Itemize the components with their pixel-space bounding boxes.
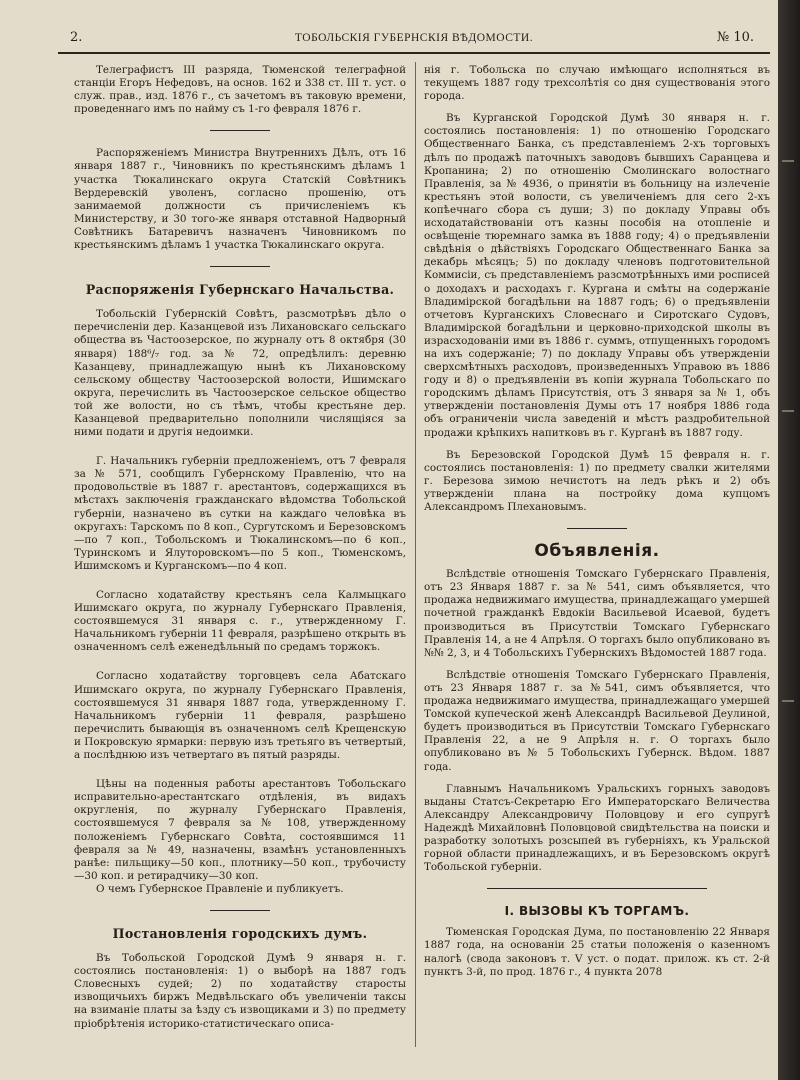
binding-edge: [778, 0, 800, 1080]
separator: [210, 130, 270, 131]
spacer: [424, 440, 770, 449]
section-heading-governor-orders: Распоряженія Губернскаго Начальства.: [85, 282, 395, 298]
right-column: [424, 64, 770, 979]
spacer: [74, 439, 406, 455]
section-heading-city-dumas: Постановленія городскихъ думъ.: [112, 925, 368, 941]
paragraph-publication-note: О чемъ Губернское Правленіе и публикуетъ.: [96, 882, 344, 895]
paragraph-berezov-duma: Въ Березовской Городской Думѣ 15 февраля н. г. состоялись постановленія: 1) по предмету свалки жителями г. Березова зимою нечистотъ на ледъ рѣкъ и 2) объ утвержденіи плана на постройку дома купцомъ Александромъ Плехановымъ.: [424, 448, 770, 513]
paragraph-continuation: нія г. Тобольска по случаю имѣющаго исполняться въ текущемъ 1887 году трехсолѣтія со дня существованія этого города.: [424, 64, 770, 103]
paragraph-tyumen-duma: Тюменская Городская Дума, по постановленію 22 Января 1887 года, на основаніи 25 статьи положенія о казенномъ налогѣ (свода законовъ т. V уст. о подат. прилож. къ ст. 2-й пунктъ 3-й, по прод. 1876 г., 4 пункта 2078: [424, 926, 770, 978]
paragraph-deulina-sale: Вслѣдствіе отношенія Томскаго Губернскаго Правленія, отъ 23 Января 1887 г. за №541, симъ объявляется, что продажа недвижимаго имущества, принадлежащаго умершей Томской купеческой женѣ Александрѣ Васильевой Деулиной, будетъ производиться въ Присутствіи Томскаго Губернскаго Правленія 22, а не 9 Апрѣля н. г. О торгахъ было опубликовано въ № 5 Тобольскихъ Губернск. Вѣдом. 1887 года.: [424, 668, 770, 773]
paragraph-kazantseva: Тобольскій Губернскій Совѣтъ, разсмотрѣвъ дѣло о перечисленіи дер. Казанцевой изъ Лихановскаго сельскаго общества въ Частоозерское, по журналу отъ 8 октября (30 января) 188⁶/₇ год. за № 72, опредѣлилъ: деревню Казанцеву, принадлежащую нынѣ къ Лихановскому сельскому обществу Частоозерской волости, Ишимскаго округа, перечислить въ Частоозерское сельское общество той же волости, но съ тѣмъ, чтобы крестьяне дер. Казанцевой предварительно пополнили числящіяся за ними подати и другія недоимки.: [74, 308, 406, 439]
paragraph-ministry-order: Распоряженіемъ Министра Внутреннихъ Дѣлъ, отъ 16 января 1887 г., Чиновникъ по крестьянскимъ дѣламъ 1 участка Тюкалинскаго округа Статскій Совѣтникъ Вердеревскій уволенъ, согласно прошенію, отъ занимаемой должности съ причисленіемъ къ Министерству, и 30 того-же января отставной Надворный Совѣтникъ Батаревичъ назначенъ Чиновникомъ по крестьянскимъ дѣламъ 1 участка Тюкалинскаго округа.: [74, 147, 406, 252]
newspaper-title: ТОБОЛЬСКІЯ ГУБЕРНСКІЯ ВѢДОМОСТИ.: [294, 32, 534, 44]
paragraph-kurgan-duma: Въ Курганской Городской Думѣ 30 января н. г. состоялись постановленія: 1) по отношенію Городскаго Общественнаго Банка, съ представленіемъ 2-хъ торговыхъ дѣлъ по продажѣ паточныхъ заводовъ бывшихъ Саранцева и Кропанина; 2) по отношенію Смолинскаго волостнаго Правленія, за № 4936, о принятіи въ больницу на излеченіе крестьянъ этой волости, съ увеличеніемъ для сего 2-хъ копѣечнаго сбора съ души; 3) по докладу Управы объ исходатайствованіи отъ казны пособія на отопленіе и освѣщеніе тюремнаго замка въ 1888 году; 4) о предъявленіи свѣдѣнія о дѣйствіяхъ Городскаго Общественнаго Банка за декабрь мѣсяцъ; 5) по докладу членовъ подготовительной Коммисіи, съ представленіемъ разсмотрѣнныхъ ими росписей о доходахъ и расходахъ г. Кургана и смѣты на содержаніе Владимірской богадѣльни на 1887 годъ; 6) о предъявленіи отчетовъ Курганскихъ Словеснаго и Сиротскаго Судовъ, Владимірской богадѣльни и церковно-приходской школы въ израсходованіи ими въ 1886 г. суммъ, отпущенныхъ городомъ на ихъ содержаніе; 7) по докладу Управы объ утвержденіи сверхсмѣтныхъ расходовъ, произведенныхъ Управою въ 1886 году и 8) о предъявленіи въ копіи журнала Тобольскаго по городскимъ дѣламъ Присутствія, отъ 3 января за № 1, объ утвержденіи постановленія Думы отъ 17 ноября 1886 года объ ограниченіи числа заведеній и мѣстъ раздробительной продажи крѣпкихъ напитковъ въ г. Курганѣ въ 1887 году.: [424, 112, 770, 439]
paragraph-tobolsk-duma: Въ Тобольской Городской Думѣ 9 января н. г. состоялись постановленія: 1) о выборѣ на 1887 годъ Словесныхъ судей; 2) по ходатайству старосты извощичьихъ биржъ Медвѣльскаго объ увеличеніи таксы на взиманіе платы за ѣзду съ извощиками и 3) по предмету пріобрѣтенія историко-статистическаго описа-: [74, 952, 406, 1030]
paragraph-gold-mining: Главнымъ Начальникомъ Уральскихъ горныхъ заводовъ выданы Статсъ-Секретарю Его Императорскаго Величества Александру Александровичу Половцову и его супругѣ Надеждѣ Михайловнѣ Половцовой свидѣтельства на поиски и разработку золотыхъ розсыпей въ губерніяхъ, къ Уральской горной области принадлежащихъ, и въ Березовскомъ округѣ Тобольской губерніи.: [424, 782, 770, 874]
left-column: [74, 64, 406, 1031]
subheading-auctions: I. ВЫЗОВЫ КЪ ТОРГАМЪ.: [504, 904, 690, 919]
spacer: [424, 774, 770, 783]
page-header: [58, 30, 770, 50]
spacer: [74, 654, 406, 670]
separator: [487, 888, 707, 889]
header-rule: [58, 52, 770, 54]
edge-mark: [782, 160, 794, 162]
issue-number: № 10.: [716, 30, 754, 45]
page-number: 2.: [70, 30, 83, 45]
separator: [210, 910, 270, 911]
paragraph-isaeva-sale: Вслѣдствіе отношенія Томскаго Губернскаго Правленія, отъ 23 Января 1887 г. за № 541, симъ объявляется, что продажа недвижимаго имущества, принадлежащаго умершей почетной гражданкѣ Евдокіи Васильевой Исаевой, будетъ производиться въ Присутствіи Томскаго Губернскаго Правленія 14, а не 4 Апрѣля. О торгахъ было опубликовано въ №№ 2, 3, и 4 Тобольскихъ Губернскихъ Вѣдомостей 1887 года.: [424, 568, 770, 659]
paragraph-prisoner-food: Г. Начальникъ губерніи предложеніемъ, отъ 7 февраля за № 571, сообщилъ Губернскому Правленію, что на продовольствіе въ 1887 г. арестантовъ, содержащихся въ мѣстахъ заключенія гражданскаго вѣдомства Тобольской губерніи, назначено въ сутки на каждаго человѣка въ округахъ: Тарскомъ по 8 коп., Сургутскомъ и Березовскомъ—по 7 коп., Тобольскомъ и Тюкалинскомъ—по 6 коп., Туринскомъ и Ялуторовскомъ—по 5 коп., Тюменскомъ, Ишимскомъ и Курганскомъ—по 4 коп.: [74, 455, 406, 572]
paragraph-abatskoe-fairs: Согласно ходатайству торговцевъ села Абатскаго Ишимскаго округа, по журналу Губернскаго Правленія, состоявшемуся 31 января 1887 года, утвержденному Г. Начальникомъ губерніи 11 февраля, разрѣшено перечислить бывающія въ означенномъ селѣ Крещенскую и Покровскую ярмарки: первую изъ третьяго въ четвертый, а послѣднюю изъ четвертаго въ пятый разряды.: [74, 670, 406, 762]
spacer: [424, 660, 770, 669]
section-heading-announcements: Объявленія.: [534, 541, 660, 562]
spacer: [74, 762, 406, 778]
separator: [210, 266, 270, 267]
separator: [567, 528, 627, 529]
edge-mark: [782, 700, 794, 702]
spacer: [424, 103, 770, 112]
edge-mark: [782, 410, 794, 412]
paragraph-labor-prices: Цѣны на поденныя работы арестантовъ Тобольскаго исправительно-арестантскаго отдѣленія, въ видахъ округленія, по журналу Губернскаго Правленія, состоявшемуся 7 февраля за № 108, утвержденному положеніемъ Губернскаго Совѣта, состоявшимся 11 февраля за № 49, назначены, взамѣнъ установленныхъ ранѣе: пильщику—50 коп., плотнику—50 коп., трубочисту—30 коп. и ретирадчику—30 коп.: [74, 778, 406, 882]
spacer: [74, 573, 406, 589]
paragraph-kalmytskoe-market: Согласно ходатайству крестьянъ села Калмыцкаго Ишимскаго округа, по журналу Губернскаго Правленія, состоявшемуся 31 января с. г., утвержденному Г. Начальникомъ губерніи 11 февраля, разрѣшено открыть въ означенномъ селѣ еженедѣльный по средамъ торжокъ.: [74, 589, 406, 654]
column-divider: [415, 62, 416, 1047]
paragraph-telegraphist: Телеграфистъ III разряда, Тюменской телеграфной станціи Егоръ Нефедовъ, на основ. 162 и 338 ст. III т. уст. о служ. прав., изд. 1876 г., съ зачетомъ въ таковую времени, проведеннаго имъ по найму съ 1-го февраля 1876 г.: [74, 64, 406, 116]
